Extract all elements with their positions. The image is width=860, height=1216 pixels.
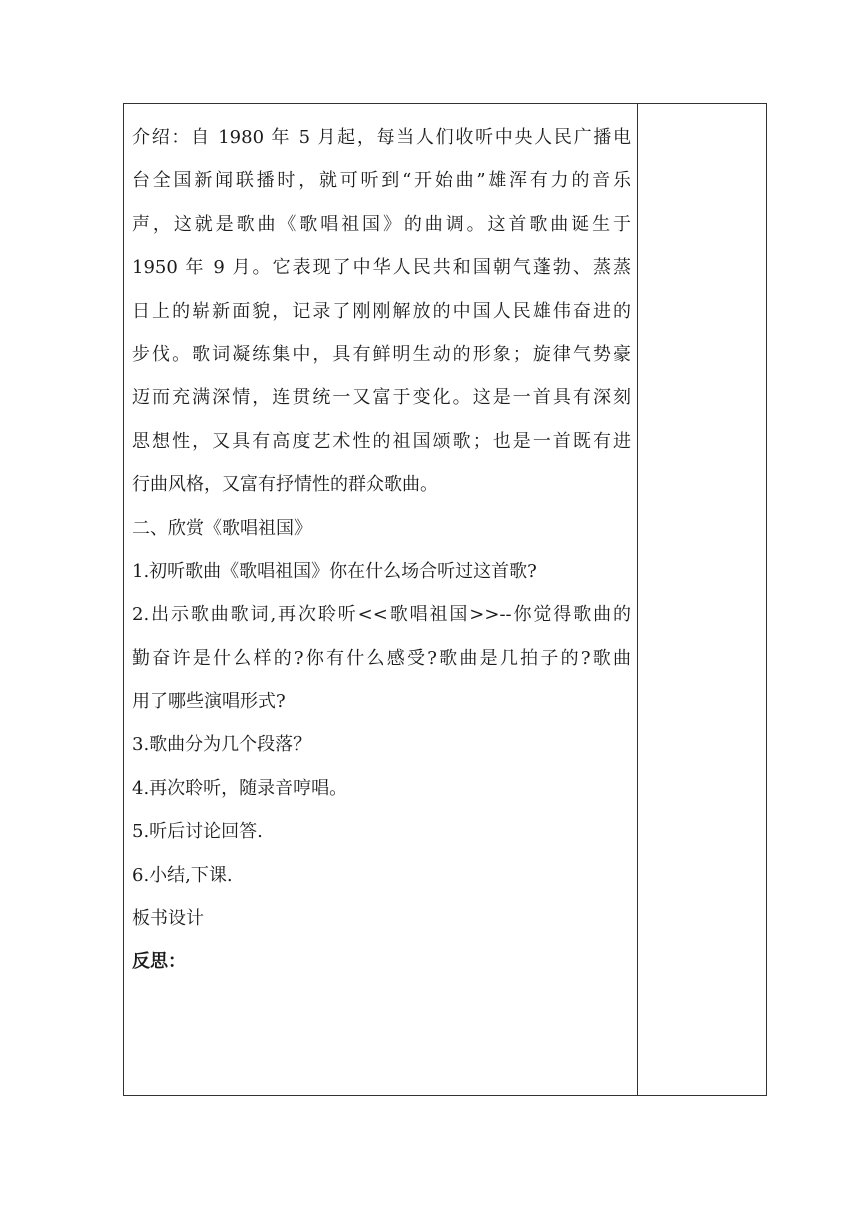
intro-line: 行曲风格，又富有抒情性的群众歌曲。 — [132, 474, 438, 496]
intro-line: 介绍：自 1980 年 5 月起，每当人们收听中央人民广播电 — [132, 127, 631, 148]
intro-line: 迈而充满深情，连贯统一又富于变化。这是一首具有深刻 — [132, 387, 631, 409]
intro-line: 步伐。歌词凝练集中，具有鲜明生动的形象；旋律气势豪 — [132, 343, 631, 365]
step-1: 1.初听歌曲《歌唱祖国》你在什么场合听过这首歌? — [132, 560, 537, 582]
step-4: 4.再次聆听，随录音哼唱。 — [132, 777, 348, 799]
step-2-line: 2.出示歌曲歌词,再次聆听<<歌唱祖国>>--你觉得歌曲的 — [132, 604, 631, 626]
lesson-table — [123, 103, 767, 1096]
intro-line: 声，这就是歌曲《歌唱祖国》的曲调。这首歌曲诞生于 — [132, 213, 631, 235]
step-2-line: 勤奋许是什么样的?你有什么感受?歌曲是几拍子的?歌曲 — [132, 647, 631, 669]
board-design-label: 板书设计 — [132, 908, 204, 930]
notes-cell — [638, 104, 766, 1095]
reflection-label: 反思： — [132, 951, 186, 973]
intro-line: 1950 年 9 月。它表现了中华人民共和国朝气蓬勃、蒸蒸 — [132, 257, 631, 279]
intro-line: 思想性，又具有高度艺术性的祖国颂歌；也是一首既有进 — [132, 430, 631, 452]
section-title: 二、欣赏《歌唱祖国》 — [132, 517, 312, 539]
step-2-line: 用了哪些演唱形式? — [132, 691, 286, 713]
step-5: 5.听后讨论回答. — [132, 821, 263, 843]
step-6: 6.小结,下课. — [132, 864, 233, 886]
content-cell — [124, 104, 638, 1095]
intro-line: 台全国新闻联播时，就可听到“开始曲”雄浑有力的音乐 — [132, 170, 631, 192]
step-3: 3.歌曲分为几个段落？ — [132, 734, 312, 756]
intro-line: 日上的崭新面貌，记录了刚刚解放的中国人民雄伟奋进的 — [132, 300, 631, 322]
